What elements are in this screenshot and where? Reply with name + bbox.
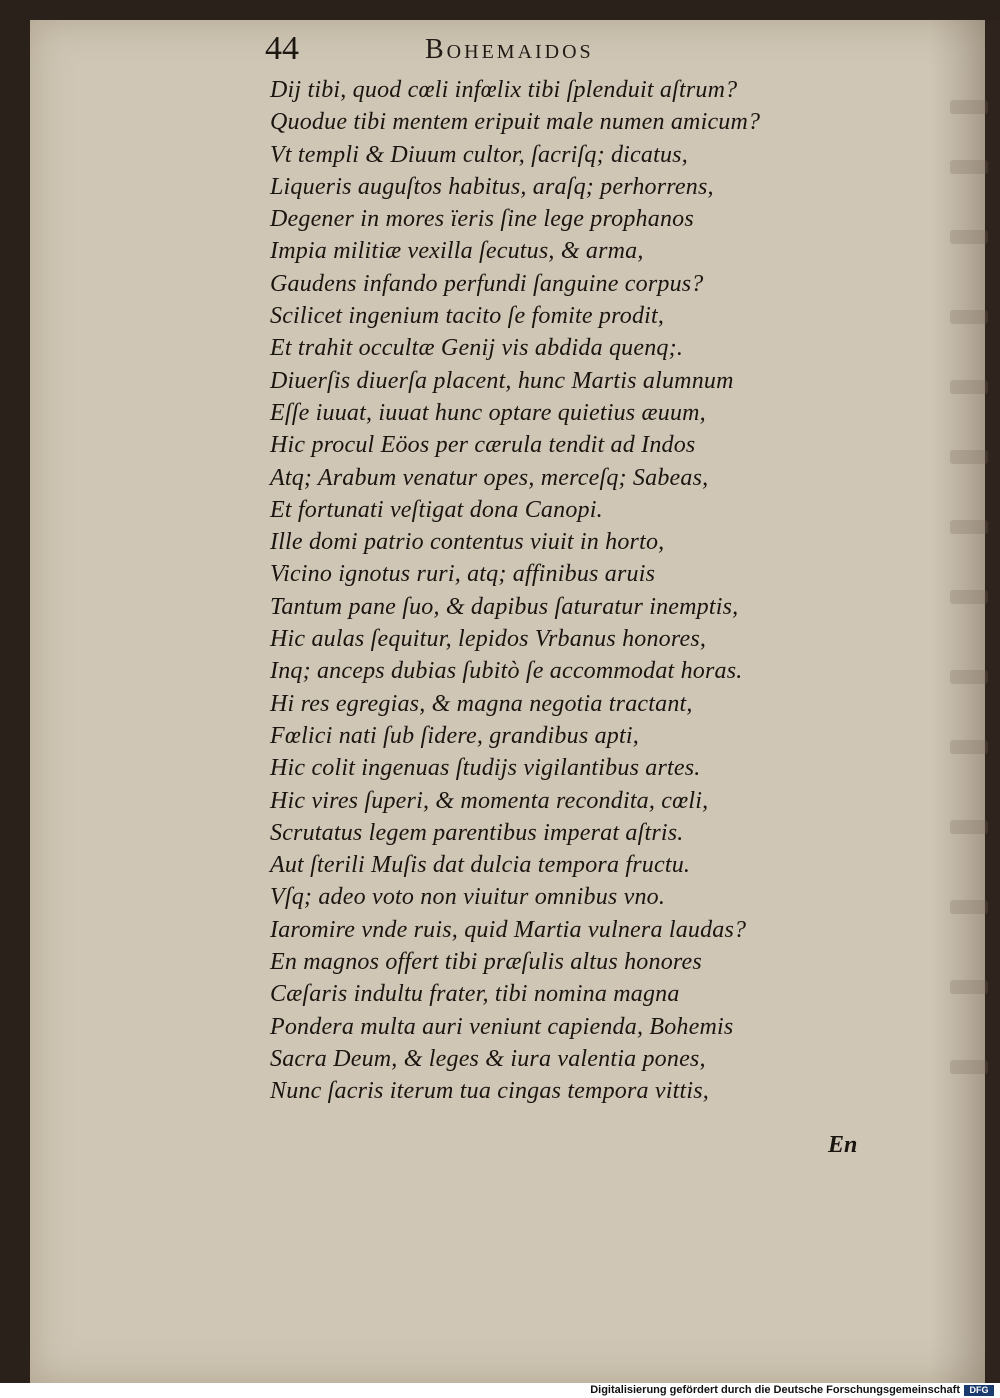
verse-line: Et fortunati veſtigat dona Canopi. <box>270 496 603 523</box>
verse-line: Fœlici nati ſub ſidere, grandibus apti, <box>270 722 639 749</box>
verse-block <box>270 74 910 1108</box>
verse-line: Nunc ſacris iterum tua cingas tempora vittis, <box>270 1078 709 1105</box>
verse-line: Quodue tibi mentem eripuit male numen amicum? <box>270 109 761 136</box>
verse-line: Ille domi patrio contentus viuit in horto, <box>270 529 665 556</box>
verse-line: Diuerſis diuerſa placent, hunc Martis alumnum <box>270 367 734 394</box>
verse-line: Atq; Arabum venatur opes, merceſq; Sabeas, <box>270 464 709 491</box>
verse-line: Dij tibi, quod cœli infœlix tibi ſplenduit aſtrum? <box>270 77 738 103</box>
verse-line: Hic vires ſuperi, & momenta recondita, cœli, <box>270 787 709 814</box>
page-header <box>265 30 685 70</box>
footer-credit: Digitalisierung gefördert durch die Deutsche Forschungsgemeinschaft <box>590 1384 960 1396</box>
verse-line: Eſſe iuuat, iuuat hunc optare quietius æuum, <box>270 399 706 426</box>
verse-line: Impia militiæ vexilla ſecutus, & arma, <box>270 238 644 265</box>
verse-line: Et trahit occultæ Genij vis abdida quenq;. <box>270 335 684 362</box>
verse-line: Liqueris auguſtos habitus, araſq; perhorrens, <box>270 173 714 200</box>
verse-line: Aut ſterili Muſis dat dulcia tempora fructu. <box>270 852 691 879</box>
catchword: En <box>828 1132 858 1158</box>
running-title: Bohemaidos <box>425 34 594 65</box>
verse-line: Gaudens infando perfundi ſanguine corpus? <box>270 270 704 297</box>
verse-line: Degener in mores ïeris ſine lege prophanos <box>270 206 694 233</box>
dfg-logo-icon: DFG <box>964 1385 994 1396</box>
verse-line: Hic aulas ſequitur, lepidos Vrbanus honores, <box>270 626 707 653</box>
verse-line: Vt templi & Diuum cultor, ſacriſq; dicatus, <box>270 141 688 168</box>
verse-line: Sacra Deum, & leges & iura valentia pones, <box>270 1045 706 1072</box>
verse-line: Tantum pane ſuo, & dapibus ſaturatur inemptis, <box>270 593 739 620</box>
verse-line: Pondera multa auri veniunt capienda, Bohemis <box>270 1013 734 1040</box>
verse-line: Cæſaris indultu frater, tibi nomina magna <box>270 981 680 1008</box>
verse-line: Hic procul Eöos per cærula tendit ad Indos <box>270 432 696 459</box>
verse-line: Vſq; adeo voto non viuitur omnibus vno. <box>270 884 666 911</box>
verse-line: Scilicet ingenium tacito ſe fomite prodit, <box>270 303 665 330</box>
verse-line: Iaromire vnde ruis, quid Martia vulnera laudas? <box>270 916 747 943</box>
verse-line: Hi res egregias, & magna negotia tractant, <box>270 690 693 717</box>
facing-page-edge <box>930 20 1000 1383</box>
verse-line: Vicino ignotus ruri, atq; affinibus aruis <box>270 561 656 588</box>
digitization-footer <box>0 1383 1000 1398</box>
verse-line: Scrutatus legem parentibus imperat aſtris. <box>270 819 684 846</box>
verse-line: Inq; anceps dubias ſubitò ſe accommodat horas. <box>270 658 743 685</box>
verse-line: Hic colit ingenuas ſtudijs vigilantibus artes. <box>270 755 701 782</box>
page-number: 44 <box>265 30 299 67</box>
verse-line: En magnos offert tibi præſulis altus honores <box>270 949 702 976</box>
